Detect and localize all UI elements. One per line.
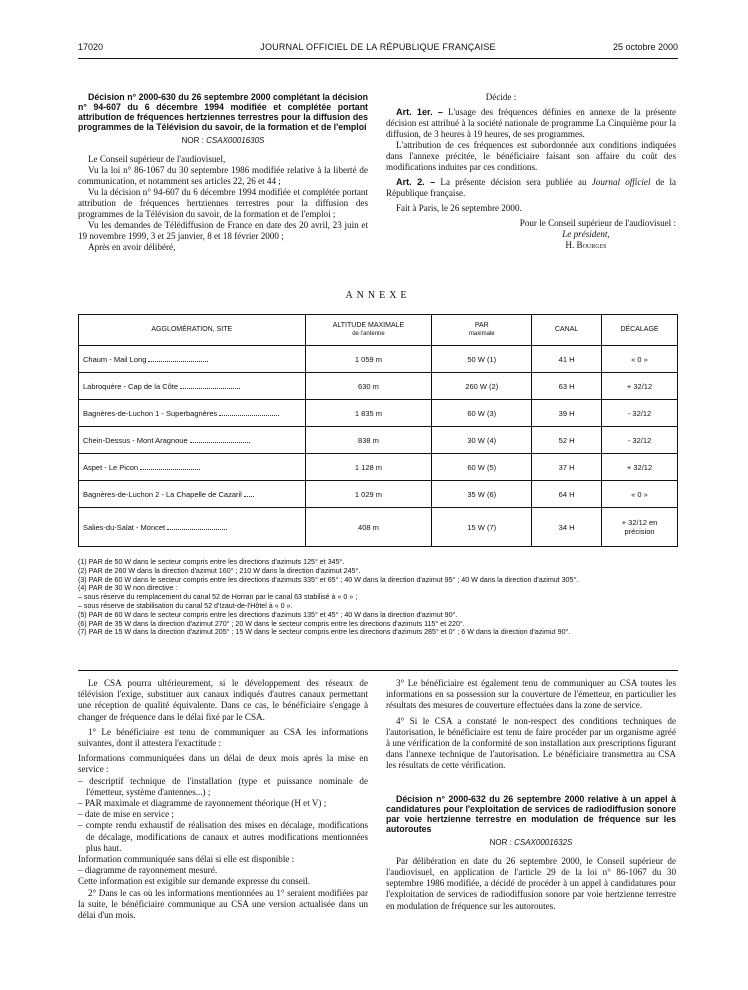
cell-par: 50 W (1)	[432, 346, 532, 373]
signature-name: H. Bourges	[565, 240, 607, 250]
cell-site: Salies-du-Salat - Moncet	[79, 508, 306, 547]
body-para: 3° Le bénéficiaire est également tenu de communiquer au CSA toutes les informations en sa possession sur la couverture de l'émetteur, en particulier les résultats des mesures de couverture effectuées dans la zone de service.	[386, 678, 676, 711]
cell-site: Aspet - Le Picon	[79, 454, 306, 481]
footnote: (5) PAR de 60 W dans le secteur compris entre les directions d'azimuts 135° et 45° ; 40 W dans la direction d'azimut 90°.	[78, 610, 458, 619]
cell-canal: 64 H	[532, 481, 602, 508]
cell-altitude: 630 m	[305, 373, 432, 400]
fait-a-paris: Fait à Paris, le 26 septembre 2000.	[396, 203, 522, 213]
lower-right-column	[386, 678, 676, 912]
decision-630-nor: NOR : CSAX0001630S	[181, 136, 265, 145]
table-row	[79, 400, 678, 427]
cell-altitude: 1 029 m	[305, 481, 432, 508]
cell-site: Bagnères-de-Luchon 2 - La Chapelle de Cazaril	[79, 481, 306, 508]
list-item: – PAR maximale et diagramme de rayonnement théorique (H et V) ;	[78, 798, 327, 809]
page-number: 17020	[78, 42, 104, 52]
cell-par: 35 W (6)	[432, 481, 532, 508]
footnote: (1) PAR de 50 W dans le secteur compris entre les directions d'azimuts 125° et 345°.	[78, 558, 345, 566]
preamble-para: Vu les demandes de Télédiffusion de France en date des 20 avril, 23 juin et 19 novembre 1999, 3 et 25 janvier, 8 et 18 février 2000 ;	[78, 220, 368, 241]
decide-heading: Décide :	[485, 92, 517, 102]
footnote: – sous réserve de stabilisation du canal 52 d'Izaut-de-l'Hôtel à « 0 ».	[78, 601, 293, 610]
cell-decalage: « 0 »	[602, 481, 678, 508]
list-item: – descriptif technique de l'installation (type et puissance nominale de l'émetteur, système d'antennes...) ;	[78, 775, 368, 797]
decision-630-left-column	[78, 92, 368, 253]
table-row	[79, 508, 678, 547]
signature-line-1: Pour le Conseil supérieur de l'audiovisuel :	[519, 218, 676, 228]
footnote: (6) PAR de 35 W dans la direction d'azimut 270° ; 20 W dans le secteur compris entre les directions d'azimuts 115° et 220°.	[78, 619, 465, 628]
header-rule	[78, 58, 678, 59]
cell-altitude: 1 059 m	[305, 346, 432, 373]
cell-par: 30 W (4)	[432, 427, 532, 454]
cell-site: Labroquère - Cap de la Côte	[79, 373, 306, 400]
cell-decalage: + 32/12	[602, 454, 678, 481]
list-item: – date de mise en service ;	[78, 809, 174, 820]
article-1-para-2: L'attribution de ces fréquences est subordonnée aux conditions indiquées dans l'annexe précitée, le bénéficiaire faisant son affaire du coût des modifications induites par ces conditions.	[386, 140, 676, 172]
body-para: 2° Dans le cas où les informations mentionnées au 1° seraient modifiées par la suite, le bénéficiaire communique au CSA une version actualisée dans un délai d'un mois.	[78, 887, 368, 921]
cell-par: 60 W (5)	[432, 454, 532, 481]
preamble-para: Le Conseil supérieur de l'audiovisuel,	[88, 154, 226, 164]
lower-left-column	[78, 678, 368, 921]
cell-altitude: 1 128 m	[305, 454, 432, 481]
cell-canal: 63 H	[532, 373, 602, 400]
cell-par: 15 W (7)	[432, 508, 532, 547]
table-row	[79, 454, 678, 481]
body-para: Cette information est exigible sur demande expresse du conseil.	[78, 876, 311, 887]
cell-canal: 39 H	[532, 400, 602, 427]
cell-decalage: + 32/12	[602, 373, 678, 400]
journal-title: JOURNAL OFFICIEL DE LA RÉPUBLIQUE FRANÇAISE	[260, 42, 496, 52]
table-row	[79, 373, 678, 400]
footnote: (2) PAR de 260 W dans la direction d'azimut 160° ; 210 W dans la direction d'azimut 245°.	[78, 566, 361, 575]
table-row	[79, 346, 678, 373]
cell-par: 260 W (2)	[432, 373, 532, 400]
header-canal: CANAL	[532, 315, 602, 346]
cell-site: Bagnères-de-Luchon 1 - Superbagnères	[79, 400, 306, 427]
cell-canal: 52 H	[532, 427, 602, 454]
page-header	[78, 42, 678, 56]
cell-decalage: - 32/12	[602, 427, 678, 454]
cell-canal: 34 H	[532, 508, 602, 547]
cell-decalage: + 32/12 en précision	[602, 508, 678, 547]
body-para: 4° Si le CSA a constaté le non-respect des conditions techniques de l'autorisation, le bénéficiaire est tenu de faire procéder par un organisme agréé à une vérification de la conformité de son installation aux prescriptions figurant dans l'annexe technique de l'autorisation. Le bénéficiaire transmettra au CSA les résultats de cette vérification.	[386, 715, 676, 771]
cell-altitude: 1 835 m	[305, 400, 432, 427]
body-para: Le CSA pourra ultérieurement, si le développement des réseaux de télévision l'exige, substituer aux canaux indiqués d'autres canaux permettant une réception de qualité équivalente. Dans ce cas, le bénéficiaire s'engage à changer de fréquence dans le délai fixé par le CSA.	[78, 678, 368, 722]
table-row	[79, 427, 678, 454]
annexe-footnotes	[78, 558, 676, 637]
footnote: (3) PAR de 60 W dans le secteur compris entre les directions d'azimuts 335° et 65° ; 40 W dans la direction d'azimut 95° ; 40 W dans la direction d'azimut 305°.	[78, 575, 579, 584]
annexe-table	[78, 314, 678, 547]
article-2: Art. 2. – La présente décision sera publiée au Journal officiel de la République française.	[386, 177, 677, 198]
body-para: Informations communiquées dans un délai de deux mois après la mise en service :	[78, 753, 368, 775]
signature-line-2: Le président,	[562, 229, 610, 239]
cell-decalage: « 0 »	[602, 346, 678, 373]
info-list	[78, 776, 368, 854]
issue-date: 25 octobre 2000	[612, 42, 678, 52]
cell-site: Chaum - Mail Long	[79, 346, 306, 373]
decision-632-title: Décision n° 2000-632 du 26 septembre 2000 relative à un appel à candidatures pour l'exploitation de services de radiodiffusion sonore par voie hertzienne terrestre en modulation de fréquence sur les autoroutes	[386, 793, 676, 834]
preamble-para: Vu la loi n° 86-1067 du 30 septembre 1986 modifiée relative à la liberté de communication, et notamment ses articles 22, 26 et 44 ;	[78, 165, 368, 186]
list-item: – diagramme de rayonnement mesuré.	[78, 865, 218, 876]
cell-canal: 41 H	[532, 346, 602, 373]
section-rule	[78, 670, 678, 671]
header-decalage: DÉCALAGE	[602, 315, 678, 346]
footnote: (4) PAR de 30 W non directive :	[78, 584, 178, 593]
cell-site: Chein-Dessus - Mont Aragnoue	[79, 427, 306, 454]
list-item: – compte rendu exhaustif de réalisation des mises en décalage, modifications de décalage, modifications de canaux et autres modifications mentionnées plus haut.	[78, 820, 368, 853]
table-row	[79, 481, 678, 508]
cell-decalage: - 32/12	[602, 400, 678, 427]
cell-altitude: 838 m	[305, 427, 432, 454]
cell-par: 60 W (3)	[432, 400, 532, 427]
article-1: Art. 1er. – L'usage des fréquences définies en annexe de la présente décision est attribué à la société nationale de programme La Cinquième pour la diffusion, de 3 heures à 19 heures, de ses programmes.	[386, 107, 677, 139]
footnote: (7) PAR de 15 W dans la direction d'azimut 205° ; 15 W dans le secteur compris entre les directions d'azimuts 285° et 0° ; 6 W dans la direction d'azimut 90°.	[78, 628, 571, 637]
body-para: Par délibération en date du 26 septembre 2000, le Conseil supérieur de l'audiovisuel, en application de l'article 29 de la loi n° 86-1067 du 30 septembre 1986 modifiée, a décidé de procéder à un appel à candidatures pour l'exploitation de services de radiodiffusion sonore par voie hertzienne terrestre en modulation de fréquence sur les autoroutes.	[386, 855, 676, 911]
cell-altitude: 408 m	[305, 508, 432, 547]
preamble-para: Vu la décision n° 94-607 du 6 décembre 1994 modifiée et complétée portant attribution de fréquences hertziennes terrestres pour la diffusion des programmes de la Télévision du savoir, de la formation et de l'emploi ;	[78, 187, 368, 219]
header-par: PAR maximale	[432, 315, 532, 346]
header-altitude: ALTITUDE MAXIMALE de l'antenne	[305, 315, 432, 346]
decision-630-title: Décision n° 2000-630 du 26 septembre 2000 complétant la décision n° 94-607 du 6 décembre 1994 modifiée et complétée portant attribution de fréquences hertziennes terrestres pour la diffusion des programmes de la Télévision du savoir, de la formation et de l'emploi	[78, 92, 368, 132]
decision-632-nor: NOR : CSAX0001632S	[489, 837, 573, 847]
decision-630-right-column	[386, 92, 676, 251]
body-para: Information communiquée sans délai si elle est disponible :	[78, 854, 295, 865]
info-list-2	[78, 865, 368, 876]
body-para: 1° Le bénéficiaire est tenu de communiquer au CSA les informations suivantes, dont il attestera l'exactitude :	[78, 726, 368, 749]
footnote: – sous réserve du remplacement du canal 52 de Horran par le canal 63 stabilisé à « 0 » ;	[78, 593, 358, 602]
header-site: AGGLOMÉRATION, SITE	[79, 315, 306, 346]
annexe-title: ANNEXE	[345, 290, 411, 301]
table-header-row	[79, 315, 678, 346]
preamble-para: Après en avoir délibéré,	[88, 242, 176, 252]
cell-canal: 37 H	[532, 454, 602, 481]
